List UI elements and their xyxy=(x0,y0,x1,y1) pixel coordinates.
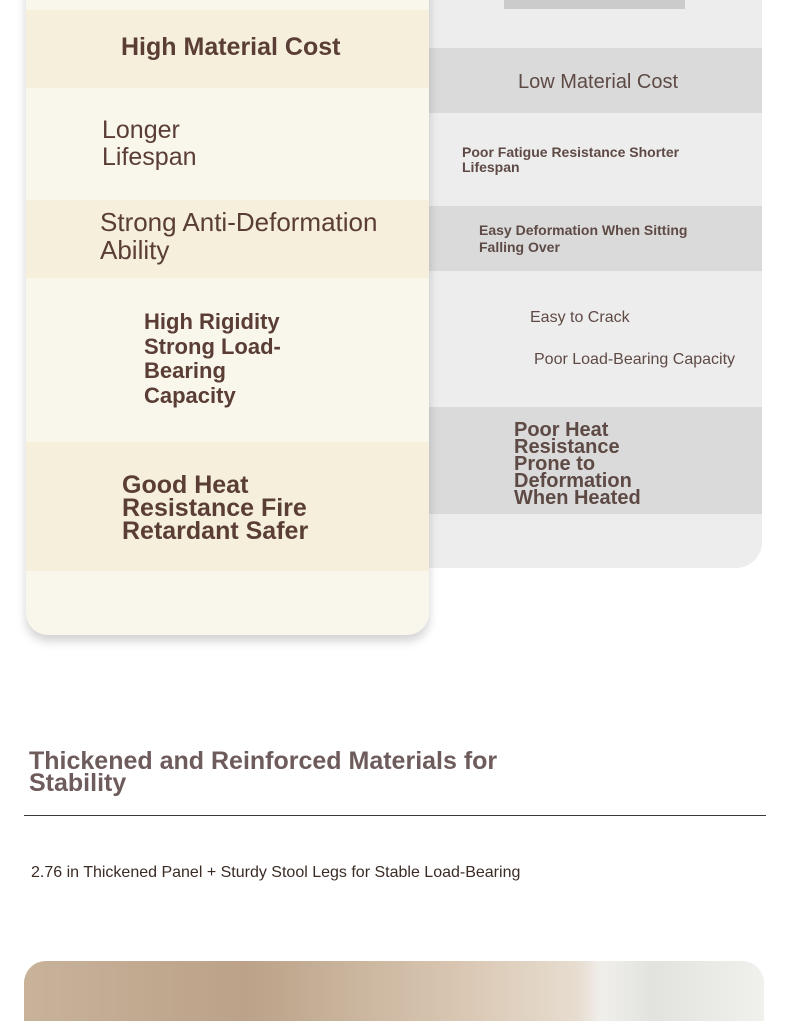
section-subtitle: 2.76 in Thickened Panel + Sturdy Stool Legs for Stable Load-Bearing xyxy=(31,864,521,881)
ours-rigidity-text: High Rigidity Strong Load-Bearing Capacity xyxy=(144,309,281,408)
ours-heat-text: Good Heat Resistance Fire Retardant Safer xyxy=(122,471,309,545)
others-crack-text: Easy to Crack xyxy=(530,309,630,326)
others-cost-text: Low Material Cost xyxy=(518,71,679,93)
others-deformation-text: Easy Deformation When Sitting Falling Over xyxy=(479,222,688,255)
section-title: Thickened and Reinforced Materials for Stability xyxy=(29,747,498,797)
section-divider xyxy=(24,815,766,816)
ours-deformation-text: Strong Anti-Deformation Ability xyxy=(100,207,378,265)
others-header-bar xyxy=(504,0,685,9)
ours-cost-text: High Material Cost xyxy=(121,33,341,61)
others-lifespan-text: Poor Fatigue Resistance Shorter Lifespan xyxy=(462,144,680,175)
others-load-text: Poor Load-Bearing Capacity xyxy=(534,351,736,368)
product-photo xyxy=(24,961,764,1021)
ours-lifespan-text: Longer Lifespan xyxy=(102,116,197,171)
others-heat-text: Poor Heat Resistance Prone to Deformation When Heated xyxy=(514,419,641,509)
